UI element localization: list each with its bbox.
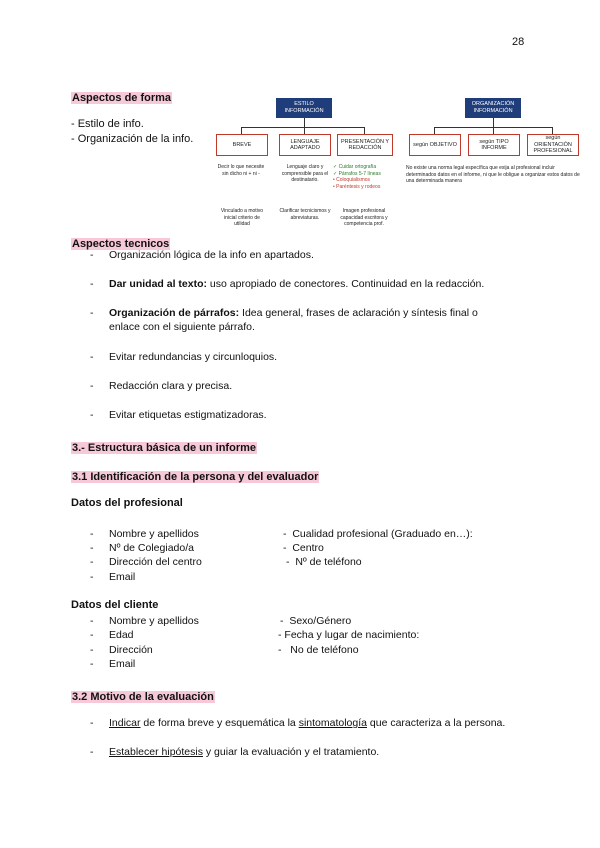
forma-item-2: - Organización de la info. (71, 133, 194, 145)
diagram-presentacion-list (333, 164, 395, 190)
cli-right-item: - No de teléfono (278, 644, 359, 656)
diagram-presentacion-item: ✓ Cuidar ortografía (333, 164, 377, 170)
diagram-lenguaje-text: Lenguaje claro y comprensible para el destinatario. (281, 164, 329, 183)
cli-right-item: - Fecha y lugar de nacimiento: (278, 629, 420, 641)
cli-right-item: - Sexo/Género (280, 615, 352, 627)
diagram-presentacion-item: • Coloquialismos (333, 177, 371, 183)
datos-cliente-heading: Datos del cliente (71, 599, 159, 611)
tecnicos-heading: Aspectos tecnicos (72, 238, 170, 250)
diagram-breve-text-2: Vinculado a motivo inicial criterio de utilidad (220, 208, 264, 227)
diagram-box-tipo-informe: según TIPO INFORME (468, 134, 520, 156)
datos-profesional-heading: Datos del profesional (71, 497, 183, 509)
diagram-presentacion-item: ✓ Párrafos 5-7 líneas (333, 170, 381, 177)
diagram-box-breve: BREVE (216, 134, 268, 156)
prof-right-item: - Nº de teléfono (286, 556, 362, 568)
diagram-organizacion-note: No existe una norma legal específica que exija al profesional incluir determinados datos en el informe, ni que le obligue a organizar estos datos de una determinada manera (406, 165, 580, 184)
section-3-1-heading: 3.1 Identificación de la persona y del evaluador (72, 471, 319, 483)
prof-right-item: - Centro (283, 542, 324, 554)
diagram-box-lenguaje: LENGUAJE ADAPTADO (279, 134, 331, 156)
diagram-organizacion-root: ORGANIZACIÓN INFORMACIÓN (465, 98, 521, 118)
prof-right-item: - Cualidad profesional (Graduado en…): (283, 528, 473, 540)
diagram-box-objetivo: según OBJETIVO (409, 134, 461, 156)
diagram-box-orientacion: según ORIENTACIÓN PROFESIONAL (527, 134, 579, 156)
diagram-lenguaje-text-2: Clarificar tecnicismos y abreviaturas. (279, 208, 331, 221)
diagram-box-presentacion: PRESENTACIÓN Y REDACCIÓN (337, 134, 393, 156)
section-3-2-heading: 3.2 Motivo de la evaluación (72, 691, 214, 703)
diagram-presentacion-item: • Paréntesis y rodeos (333, 183, 381, 190)
section-3-heading: 3.- Estructura básica de un informe (72, 442, 256, 454)
forma-heading: Aspectos de forma (72, 92, 172, 104)
diagram-estilo-root: ESTILO INFORMACIÓN (276, 98, 332, 118)
page-number: 28 (512, 36, 525, 48)
diagram-breve-text: Decir lo que necesite sin dicho ni + ni - (217, 164, 265, 177)
forma-item-1: - Estilo de info. (71, 118, 144, 130)
diagram-presentacion-text-2: Imagen profesional capacidad escritora y competencia prof. (340, 208, 388, 227)
